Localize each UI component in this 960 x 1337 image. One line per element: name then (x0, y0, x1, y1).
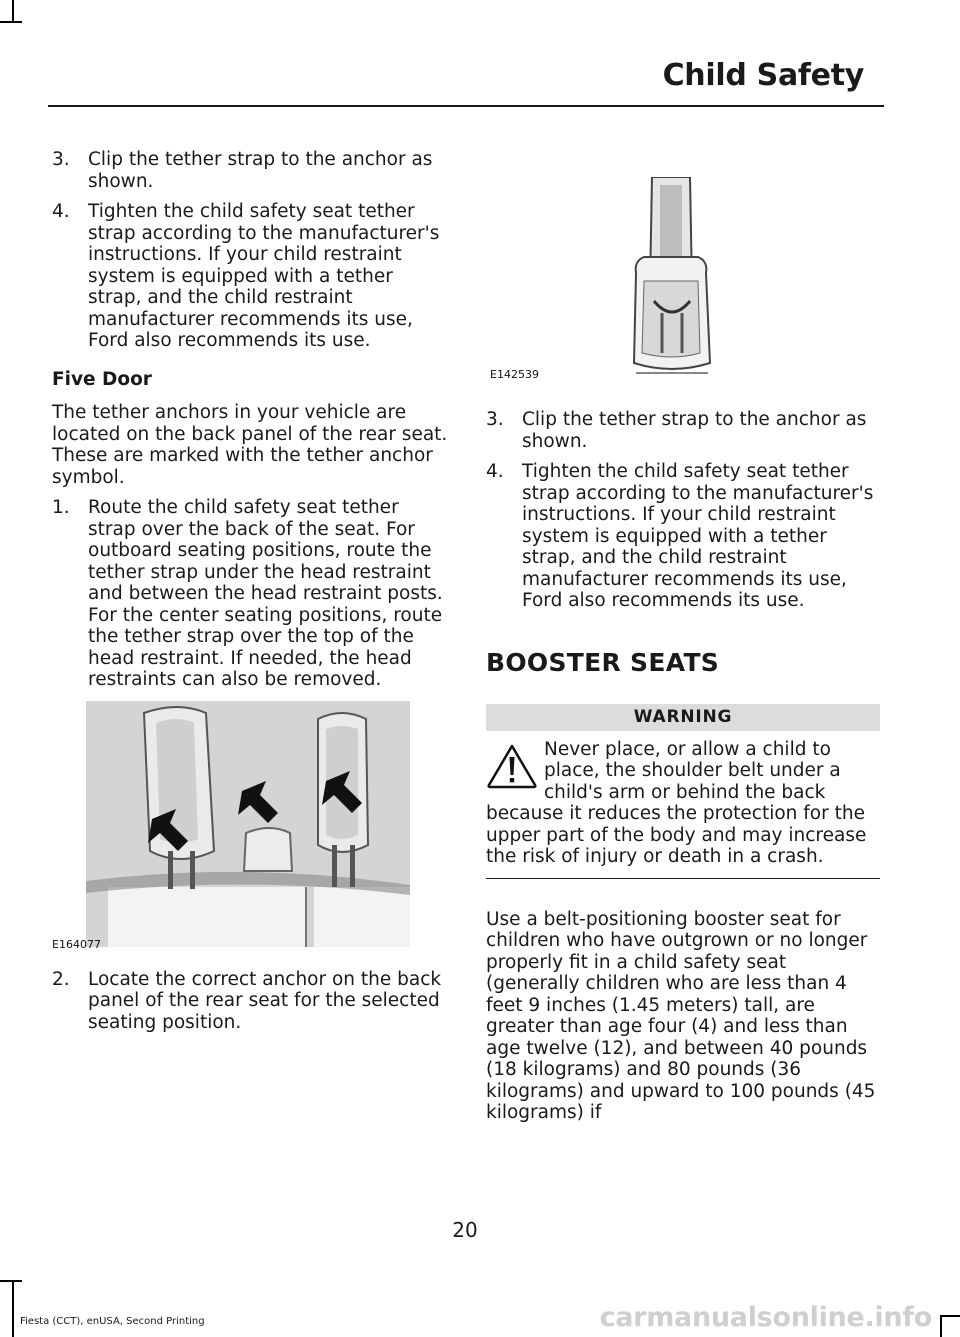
footer-text: Fiesta (CCT), enUSA, Second Printing (20, 1316, 205, 1327)
anchor-figure (486, 177, 880, 381)
step-text: Tighten the child safety seat tether strap according to the manufacturer's instructions. If your child restraint system is equipped with a tether strap, and the child restraint manufacturer recommends its use, Ford also recommends its use. (88, 201, 440, 351)
tether-anchor-illustration (486, 177, 880, 377)
booster-paragraph: Use a belt-positioning booster seat for children who have outgrown or no longer properly fit in a child safety seat (generally children who are less than 4 feet 9 inches (1.45 meters) tall, are greater than age four (4) and less than age twelve (12), and between 40 pounds (18 kilograms) and 80 pounds (36 kilograms) and upward to 100 pounds (45 kilograms) if (486, 908, 876, 1123)
warning-text: Never place, or allow a child to place, the shoulder belt under a child's arm or behind the back because it reduces the protection for the upper part of the body and may increase the risk of injury or death in a crash. (486, 738, 867, 867)
warning-triangle-icon (486, 743, 538, 789)
section-title: BOOSTER SEATS (486, 647, 720, 677)
crop-mark (0, 21, 22, 23)
page-title: Child Safety (662, 58, 864, 93)
rear-seat-illustration (86, 701, 410, 947)
step-number: 4. (486, 461, 504, 482)
rear-seat-figure (52, 701, 410, 951)
warning-label: WARNING (486, 704, 880, 731)
step-4 (52, 201, 448, 352)
warning-box (486, 704, 880, 879)
watermark: carmanualsonline.info (599, 1302, 932, 1333)
crop-mark (940, 1315, 960, 1317)
step-text: Clip the tether strap to the anchor as shown. (522, 409, 867, 452)
crop-mark (940, 1316, 942, 1337)
step-text: Route the child safety seat tether strap over the back of the seat. For outboard seating positions, route the tether strap under the head restraint and between the head restraint posts. For the center seating positions, route the tether strap over the top of the head restraint. If needed, the head restraints can also be removed. (88, 497, 443, 690)
crop-mark (12, 0, 14, 22)
step-4 (486, 461, 880, 612)
step-number: 3. (52, 149, 70, 170)
step-text: Locate the correct anchor on the back panel of the rear seat for the selected seating position. (88, 968, 442, 1033)
five-door-intro: The tether anchors in your vehicle are located on the back panel of the rear seat. These are marked with the tether anchor symbol. (52, 402, 448, 488)
warning-body (486, 731, 880, 868)
step-number: 1. (52, 497, 70, 518)
left-column (52, 149, 448, 1042)
step-3 (486, 409, 880, 452)
step-number: 2. (52, 968, 70, 990)
right-column (486, 177, 880, 1133)
crop-mark (12, 1280, 14, 1337)
warning-divider (486, 878, 880, 879)
step-text: Tighten the child safety seat tether strap according to the manufacturer's instructions. If your child restraint system is equipped with a tether strap, and the child restraint manufacturer recommends its use, Ford also recommends its use. (522, 461, 874, 611)
figure-code: E164077 (52, 937, 101, 951)
figure-code: E142539 (490, 368, 539, 381)
step-number: 3. (486, 409, 504, 430)
header-divider (48, 105, 884, 107)
step-3 (52, 149, 448, 192)
five-door-heading: Five Door (52, 368, 152, 390)
step-number: 4. (52, 201, 70, 222)
step-text: Clip the tether strap to the anchor as shown. (88, 149, 433, 192)
page-number: 20 (452, 1218, 478, 1242)
crop-mark (0, 1280, 22, 1282)
step-1 (52, 497, 448, 691)
step-2 (52, 969, 448, 1034)
